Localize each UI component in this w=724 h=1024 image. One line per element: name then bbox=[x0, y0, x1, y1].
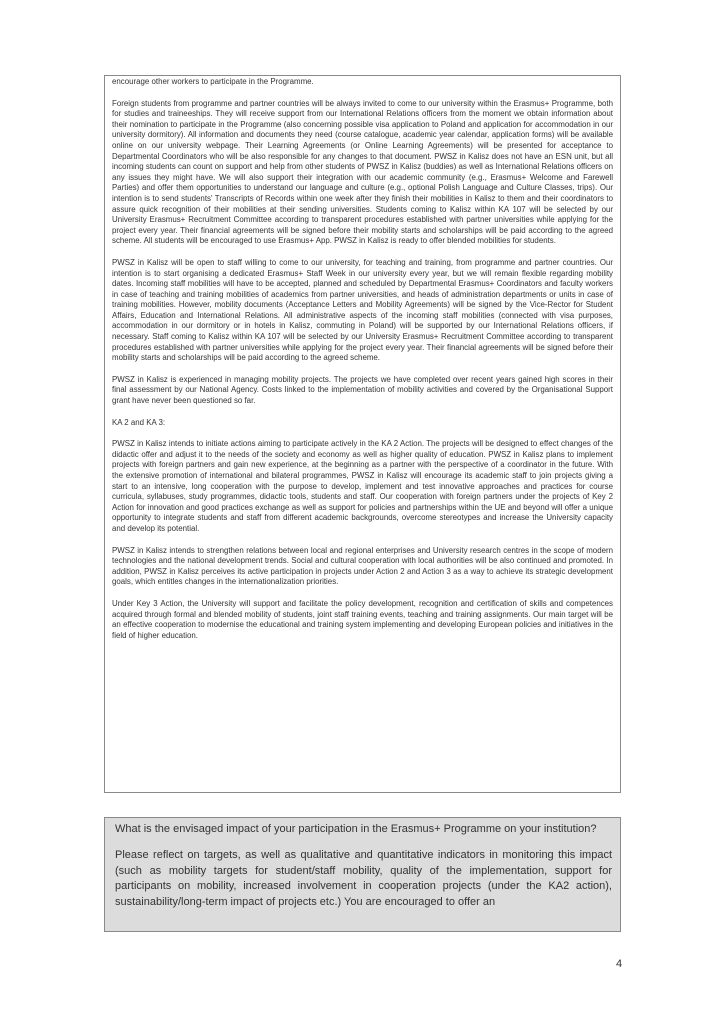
paragraph-incoming-staff: PWSZ in Kalisz will be open to staff willing to come to our university, for teaching and training, from programme and partner countries. Our intention is to start organising a dedicated Erasmus+ Staff Week in our university every year, but we will remain flexible regarding mobility dates. Incoming staff mobilities will have to be accepted, planned and scheduled by Departmental Erasmus+ Coordinators and faculty workers in case of teaching and training mobilities of academics from partner universities, and heads of administration departments or units in case of training mobilities. However, mobility documents (Acceptance Letters and Mobility Agreements) will be signed by the Vice-Rector for Student Affairs, Education and International Relations. All administrative aspects of the incoming staff mobilities (connected with visa purposes, accommodation in our dormitory or in hotels in Kalisz, commuting in Poland) will be supported by our International Relations officers, if necessary. Staff coming to Kalisz within KA 107 will be selected by our University Erasmus+ Recruitment Committee according to transparent procedures established with partner universities while applying for the project every year. Their financial agreements will be signed before their mobility starts and scholarships will be paid according to the agreed scheme. bbox=[112, 257, 613, 363]
page-number: 4 bbox=[616, 958, 623, 970]
paragraph-foreign-students: Foreign students from programme and partner countries will be always invited to come to our university within the Erasmus+ Programme, both for studies and traineeships. They will receive support from our International Relations officers from the moment we obtain information about their nomination to participate in the Programme (also concerning possible visa application to Poland and application for accommodation in our university dormitory). All information and documents they need (course catalogue, academic year calendar, application forms) will be available online on our university webpage. Their Learning Agreements (or Online Learning Agreements) will be presented for acceptance to Departmental Coordinators who will be also responsible for any changes to that document. PWSZ in Kalisz does not have an ESN unit, but all incoming students can count on support and help from other students of PWSZ in Kalisz (buddies) as well as International Relations officers on any issues they might have. We will also support their integration with our academic community (e.g., Erasmus+ Welcome and Farewell Parties) and offer them opportunities to understand our language and culture (e.g., optional Polish Language and Culture Classes, trips). Our intention is to send students' Transcripts of Records within one week after they finish their mobilities in Kalisz to them and their coordinators to assure quick recognition of their mobilities at their sending universities. Students coming to Kalisz within KA 107 will be selected by our University Erasmus+ Recruitment Committee according to transparent procedures established with partner universities while applying for the project every year. Their financial agreements will be signed before their mobility starts and scholarships will be paid according to the agreed scheme. All students will be encouraged to use Erasmus+ App. PWSZ in Kalisz is ready to offer blended mobilities for students. bbox=[112, 98, 613, 246]
paragraph-ka2-ka3-heading: KA 2 and KA 3: bbox=[112, 417, 166, 427]
question-title: What is the envisaged impact of your participation in the Erasmus+ Programme on your institution? bbox=[115, 823, 597, 835]
paragraph-key3-action: Under Key 3 Action, the University will support and facilitate the policy development, recognition and certification of skills and competences acquired through formal and blended mobility of students, joint staff training events, teaching and training assignments. Our main target will be an effective cooperation to modernise the educational and training system implementing and developing European policies and initiatives in the field of higher education. bbox=[112, 598, 613, 640]
paragraph-continuation: encourage other workers to participate in the Programme. bbox=[112, 77, 314, 86]
question-instructions: Please reflect on targets, as well as qualitative and quantitative indicators in monitoring this impact (such as mobility targets for student/staff mobility, quality of the implementation, support for participants on mobility, increased involvement in cooperation projects (under the KA2 action), sustainability/long-term impact of projects etc.) You are encouraged to offer an bbox=[115, 848, 612, 909]
paragraph-experience: PWSZ in Kalisz is experienced in managing mobility projects. The projects we have completed over recent years gained high scores in their final assessment by our National Agency. Costs linked to the implementation of mobility activities and covered by the Organisational Support grant have never been questioned so far. bbox=[112, 374, 613, 406]
paragraph-enterprise-relations: PWSZ in Kalisz intends to strengthen relations between local and regional enterprises and University research centres in the scope of modern technologies and the national development trends. Social and cultural cooperation with local authorities will be also continued and promoted. In addition, PWSZ in Kalisz perceives its active participation in projects under Action 2 and Action 3 as a way to achieve its strategic development goals, which entitles changes in the internationalization priorities. bbox=[112, 545, 613, 587]
answer-text-box bbox=[104, 75, 621, 793]
question-box bbox=[104, 817, 621, 932]
paragraph-ka2-action: PWSZ in Kalisz intends to initiate actions aiming to participate actively in the KA 2 Action. The projects will be designed to effect changes of the didactic offer and adjust it to the needs of the society and economy as well as higher quality of education. PWSZ in Kalisz plans to implement projects with foreign partners and gain new experience, at the beginning as a partner with the perspective of a coordinator in the future. With the extensive promotion of international and bilateral programmes, PWSZ in Kalisz will encourage its academic staff to join projects giving a start to an intensive, long cooperation with the purpose to develop, implement and test innovative approaches and practices for course curricula, syllabuses, study programmes, didactic tools, students and staff. Our cooperation with foreign partners under the projects of Key 2 Action for innovation and good practices exchange as well as support for policies and partnerships within the UE and beyond will offer a unique opportunity to integrate students and staff from different academic backgrounds, overcome stereotypes and increase the University capacity and develop its potential. bbox=[112, 439, 613, 533]
